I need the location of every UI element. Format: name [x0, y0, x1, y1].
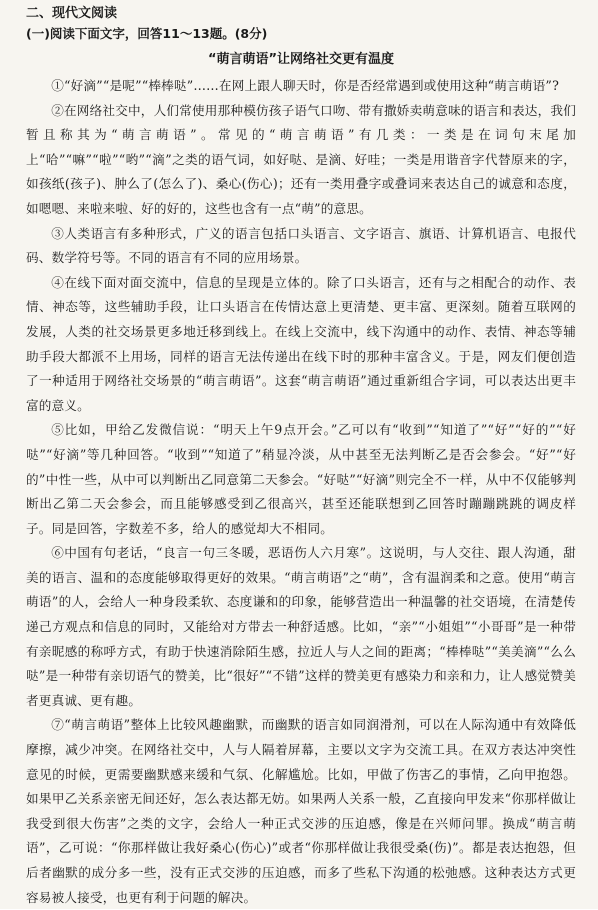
paragraph-6: ⑥中国有句老话，“良言一句三冬暖，恶语伤人六月寒”。这说明，与人交往、跟人沟通，甜美的语言、温和的态度能够取得更好的效果。“萌言萌语”之“萌”，含有温润柔和之意。使用“萌言萌语”的人，会给人一种身段柔软、态度谦和的印象，能够营造出一种温馨的社交语境，在清楚传递己方观点和信息的同时，又能给对方带去一种舒适感。比如，“亲”“小姐姐”“小哥哥”是一种带有亲昵感的称呼方式，有助于快速消除陌生感，拉近人与人之间的距离；“棒棒哒”“美美滴”“么么哒”是一种带有亲切语气的赞美，比“很好”“不错”这样的赞美更有感染力和亲和力，让人感觉赞美者更真诚、更有趣。 [26, 545, 576, 708]
paragraph-1: ①“好滴”“是呢”“棒棒哒”……在网上跟人聊天时，你是否经常遇到或使用这种“萌言萌语”? [51, 78, 560, 93]
paragraph-2: ②在网络社交中，人们常使用那种模仿孩子语气口吻、带有撒娇卖萌意味的语言和表达，我们暂且称其为“萌言萌语”。常见的“萌言萌语”有几类：一类是在词句末尾加上“哈”“嘛”“啦”“哟”“滴”之类的语气词，如好哒、是滴、好哇；一类是用谐音字代替原来的字，如孩纸(孩子)、肿么了(怎么了)、桑心(伤心)；还有一类用叠字或叠词来表达自己的诚意和态度，如嗯嗯、来啦来啦、好的好的，这些也含有一点“萌”的意思。 [26, 102, 576, 216]
paragraph-3: ③人类语言有多种形式，广义的语言包括口头语言、文字语言、旗语、计算机语言、电报代码、数学符号等。不同的语言有不同的应用场景。 [26, 225, 576, 266]
article-body [26, 74, 576, 910]
section-heading: 二、现代文阅读 [26, 6, 118, 21]
paragraph-7: ⑦“萌言萌语”整体上比较风趣幽默，而幽默的语言如同润滑剂，可以在人际沟通中有效降低摩擦，减少冲突。在网络社交中，人与人隔着屏幕，主要以文字为交流工具。在双方表达冲突性意见的时候，更需要幽默感来缓和气氛、化解尴尬。比如，甲做了伤害乙的事情，乙向甲抱怨。如果甲乙关系亲密无间还好，怎么表达都无妨。如果两人关系一般，乙直接向甲发来“你那样做让我受到很大伤害”之类的文字，会给人一种正式交涉的压迫感，像是在兴师问罪。换成“萌言萌语”，乙可说：“你那样做让我好桑心(伤心)”或者“你那样做让我很受桑(伤)”。都是表达抱怨，但后者幽默的成分多一些，没有正式交涉的压迫感，而多了些私下沟通的松弛感。这种表达方式更容易被人接受，也更有利于问题的解决。 [26, 717, 576, 905]
paragraph-4: ④在线下面对面交流中，信息的呈现是立体的。除了口头语言，还有与之相配合的动作、表情、神态等，这些辅助手段，让口头语言在传情达意上更清楚、更丰富、更深刻。随着互联网的发展，人类的社交场景更多地迁移到线上。在线上交流中，线下沟通中的动作、表情、神态等辅助手段大都派不上用场，同样的语言无法传递出在线下时的那种丰富含义。于是，网友们便创造了一种适用于网络社交场景的“萌言萌语”。这套“萌言萌语”通过重新组合字词，可以表达出更丰富的意义。 [26, 274, 576, 413]
article-title: “萌言萌语”让网络社交更有温度 [207, 52, 395, 67]
paragraph-5: ⑤比如，甲给乙发微信说：“明天上午9点开会。”乙可以有“收到”“知道了”“好”“好的”“好哒”“好滴”等几种回答。“收到”“知道了”稍显冷淡，从中甚至无法判断乙是否会参会。“好”“好的”中性一些，从中可以判断出乙同意第二天参会。“好哒”“好滴”则完全不一样，从中不仅能够判断出乙第二天会参会，而且能够感受到乙很高兴，甚至还能联想到乙回答时蹦蹦跳跳的调皮样子。同是回答，字数差不多，给人的感觉却大不相同。 [26, 422, 576, 536]
question-instruction: (一)阅读下面文字，回答11～13题。(8分) [26, 26, 268, 41]
